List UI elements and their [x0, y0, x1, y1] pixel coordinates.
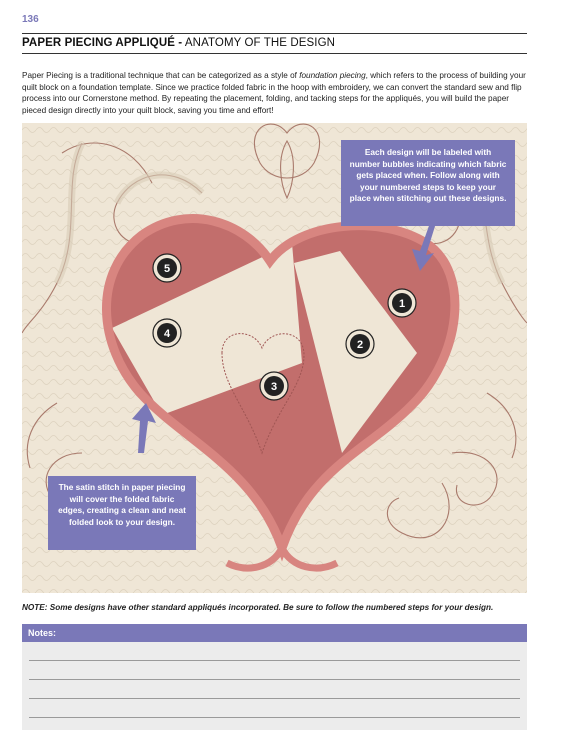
- number-bubble-1: [388, 289, 416, 317]
- intro-paragraph: [22, 70, 528, 116]
- bubble-3-text: 3: [270, 381, 278, 393]
- callout-number-bubbles: Each design will be labeled with number bubbles indicating which fabric gets placed when. Follow along with your numbered steps to keep your place when stitching out these designs.: [341, 140, 515, 226]
- notes-label: Notes:: [28, 628, 57, 638]
- notes-header: [22, 624, 527, 642]
- page-number: 136: [22, 14, 39, 25]
- intro-text-1: Paper Piecing is a traditional technique that can be categorized as a style of: [22, 71, 300, 80]
- callout-satin-stitch: The satin stitch in paper piecing will cover the folded fabric edges, creating a clean and neat folded look to your design.: [48, 476, 196, 550]
- heading-bold: PAPER PIECING APPLIQUÉ -: [22, 37, 183, 49]
- bubble-4-text: 4: [163, 328, 171, 340]
- heading-rule-top: [22, 33, 527, 34]
- bubble-5-text: 5: [163, 263, 171, 275]
- number-bubble-2: [346, 330, 374, 358]
- notes-line: [29, 660, 520, 661]
- number-bubble-5: [153, 254, 181, 282]
- heading-rule-bottom: [22, 53, 527, 54]
- heading-rest: ANATOMY OF THE DESIGN: [182, 37, 336, 49]
- bubble-1-text: 1: [398, 298, 406, 310]
- design-note: NOTE: Some designs have other standard appliqués incorporated. Be sure to follow the numbered steps for your design.: [22, 603, 494, 612]
- notes-line: [29, 679, 520, 680]
- number-bubble-3: [260, 372, 288, 400]
- intro-italic: foundation piecing: [299, 71, 366, 80]
- intro-text-2: , which refers to the process of building your quilt block on a foundation template. Since we practice folded fabric in the hoop with embroidery, we can convert the standard sew and flip process into our Cornerstone method. By repeating the placement, folding, and tacking steps for the appliqués, you will build the paper pieced design directly into your quilt block, saving you time and effort!: [22, 71, 526, 115]
- bubble-2-text: 2: [356, 339, 364, 351]
- notes-line: [29, 717, 520, 718]
- number-bubble-4: [153, 319, 181, 347]
- page-heading: [22, 37, 335, 49]
- notes-area: [22, 642, 527, 730]
- design-photo: [22, 123, 527, 593]
- notes-line: [29, 698, 520, 699]
